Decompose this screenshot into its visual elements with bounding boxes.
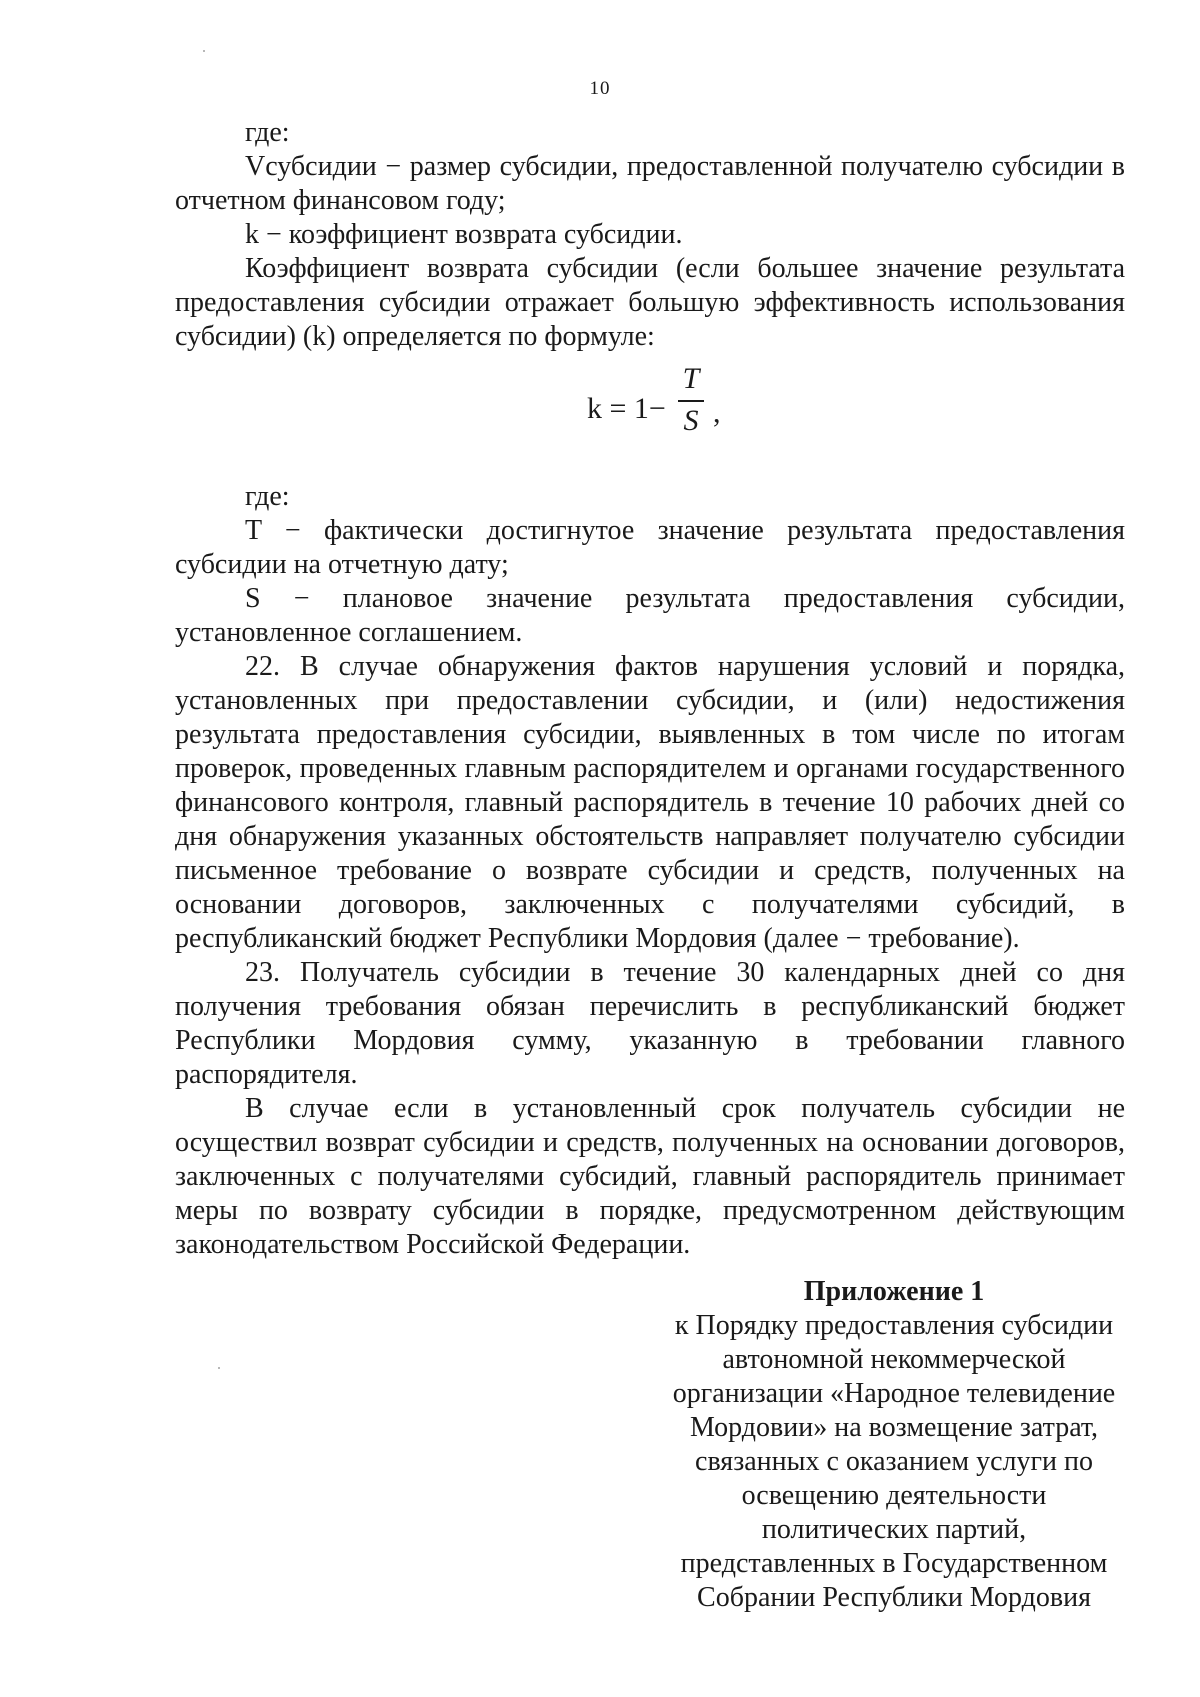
paragraph-23: 23. Получатель субсидии в течение 30 календарных дней со дня получения требования обязан перечислить в республиканский бюджет Республики Мордовия сумму, указанную в требовании главного распорядителя.: [175, 957, 1125, 1090]
appendix-line: освещению деятельности: [741, 1480, 1047, 1511]
formula-denominator: S: [683, 404, 699, 437]
appendix-line: Мордовии» на возмещение затрат,: [689, 1412, 1099, 1443]
appendix-line: представленных в Государственном: [680, 1548, 1108, 1579]
formula-trailing-comma: ,: [713, 396, 721, 429]
paragraph-where-1: где:: [245, 117, 290, 148]
formula-lhs: k = 1−: [587, 392, 666, 425]
formula-numerator: T: [682, 362, 700, 395]
paragraph-22: 22. В случае обнаружения фактов нарушения условий и порядка, установленных при предоставлении субсидии, и (или) недостижения результата предоставления субсидии, выявленных в том числе по итогам проверок, проведенных главным распорядителем и органами государственного финансового контроля, главный распорядитель в течение 10 рабочих дней со дня обнаружения указанных обстоятельств направляет получателю субсидии письменное требование о возврате субсидии и средств, полученных на основании договоров, заключенных с получателями субсидий, в республиканский бюджет Республики Мордовия (далее − требование).: [175, 651, 1125, 954]
paragraph-v-subsidy-definition: Vсубсидии − размер субсидии, предоставленной получателю субсидии в отчетном финансовом году;: [175, 151, 1125, 216]
appendix-title: Приложение 1: [803, 1276, 985, 1307]
document-body: [175, 116, 1125, 1262]
formula-block: [175, 358, 1125, 480]
paragraph-coefficient-intro: Коэффициент возврата субсидии (если большее значение результата предоставления субсидии отражает большую эффективность использования субсидии) (k) определяется по формуле:: [175, 253, 1125, 352]
paragraph-refund-measures: В случае если в установленный срок получатель субсидии не осуществил возврат субсидии и средств, полученных на основании договоров, заключенных с получателями субсидий, главный распорядитель принимает меры по возврату субсидии в порядке, предусмотренном действующим законодательством Российской Федерации.: [175, 1093, 1125, 1260]
scan-speck: [203, 50, 205, 52]
page-number: 10: [589, 78, 611, 99]
appendix-line: связанных с оказанием услуги по: [695, 1446, 1093, 1477]
appendix-line: политических партий,: [761, 1514, 1027, 1545]
appendix-line: автономной некоммерческой: [722, 1344, 1066, 1375]
appendix-line: Собрании Республики Мордовия: [697, 1582, 1091, 1613]
appendix-heading-block: [665, 1275, 1123, 1615]
scan-speck: [218, 1367, 220, 1369]
formula-fraction: [678, 362, 704, 438]
paragraph-k-definition: k − коэффициент возврата субсидии.: [245, 219, 683, 250]
appendix-line: к Порядку предоставления субсидии: [674, 1310, 1114, 1341]
paragraph-s-definition: S − плановое значение результата предоставления субсидии, установленное соглашением.: [175, 583, 1125, 648]
appendix-line: организации «Народное телевидение: [672, 1378, 1116, 1409]
paragraph-where-2: где:: [245, 481, 290, 512]
fraction-bar: [678, 400, 704, 402]
paragraph-t-definition: T − фактически достигнутое значение результата предоставления субсидии на отчетную дату;: [175, 515, 1125, 580]
